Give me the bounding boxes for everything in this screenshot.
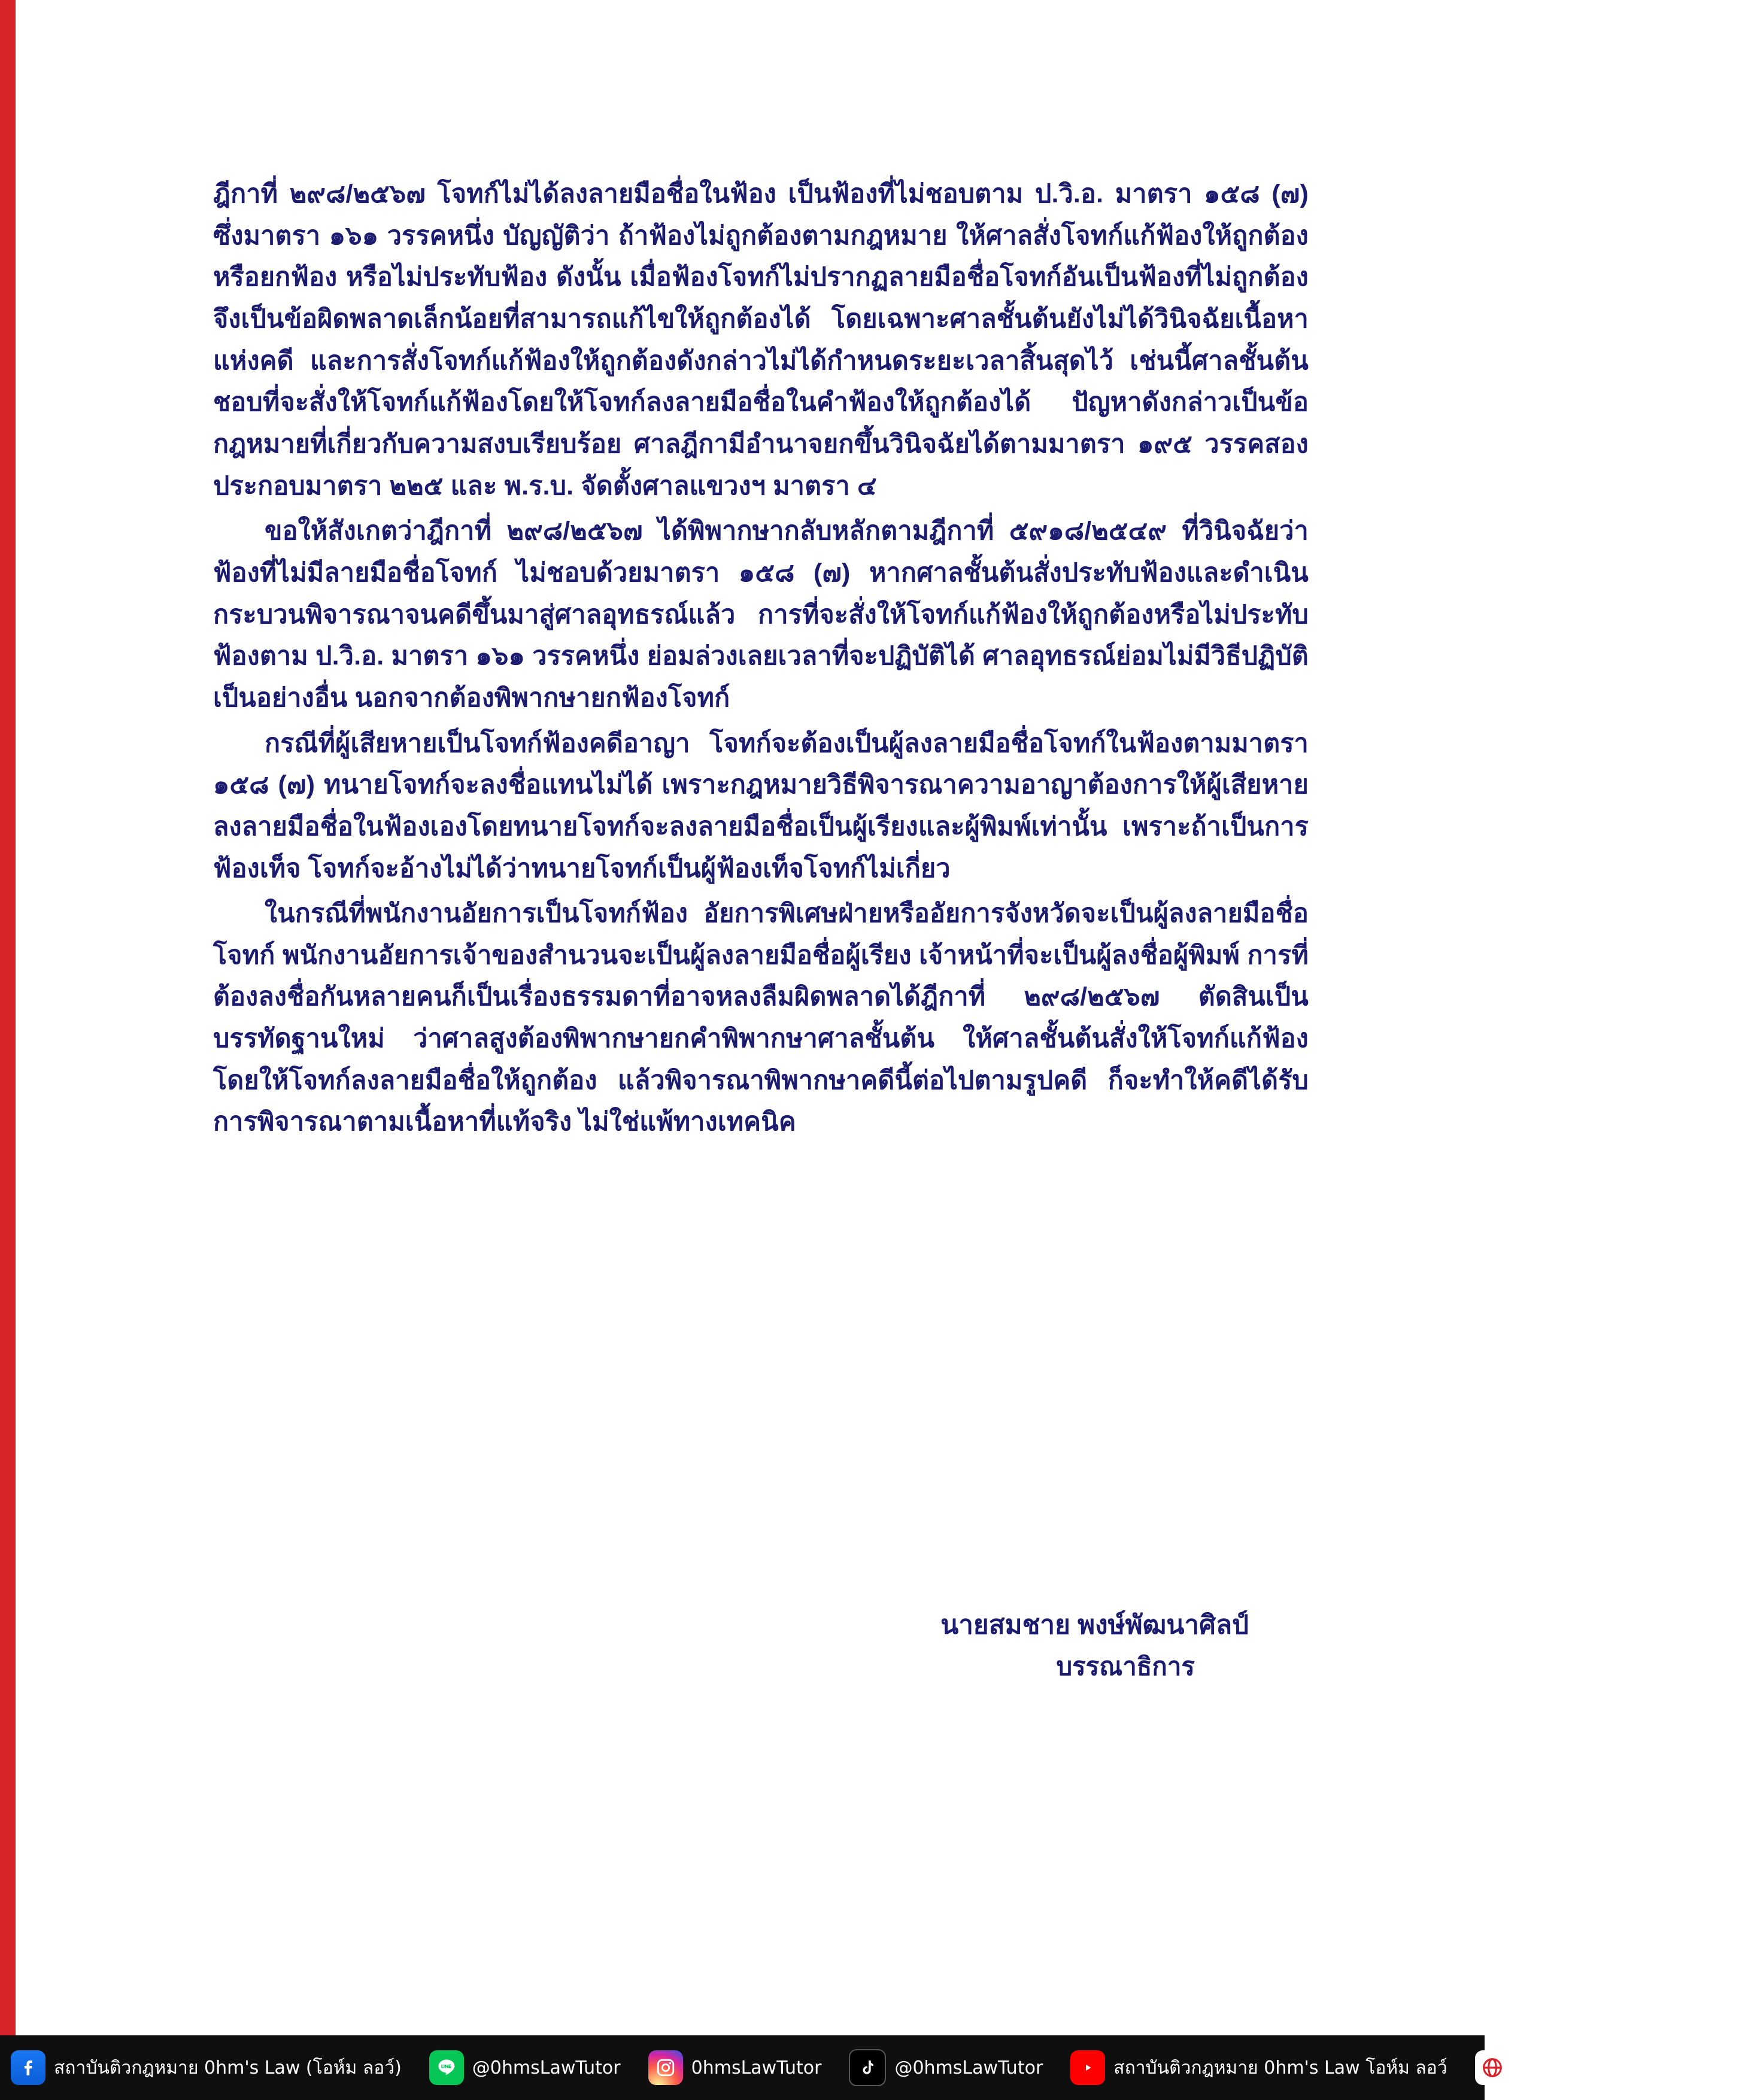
social-tiktok-label: @0hmsLawTutor: [894, 2057, 1043, 2078]
instagram-icon: [648, 2050, 683, 2085]
paragraph-2: ขอให้สังเกตว่าฎีกาที่ ๒๙๘/๒๕๖๗ ได้พิพากษากลับหลักตามฎีกาที่ ๕๙๑๘/๒๕๔๙ ที่วินิจฉัยว่า ฟ้องที่ไม่มีลายมือชื่อโจทก์ ไม่ชอบด้วยมาตรา ๑๕๘ (๗) หากศาลชั้นต้นสั่งประทับฟ้องและดำเนินกระบวนพิจารณาจนคดีขึ้นมาสู่ศาลอุทธรณ์แล้ว การที่จะสั่งให้โจทก์แก้ฟ้องให้ถูกต้องหรือไม่ประทับฟ้องตาม ป.วิ.อ. มาตรา ๑๖๑ วรรคหนึ่ง ย่อมล่วงเลยเวลาที่จะปฏิบัติได้ ศาลอุทธรณ์ย่อมไม่มีวิธีปฏิบัติเป็นอย่างอื่น นอกจากต้องพิพากษายกฟ้องโจทก์: [213, 517, 1309, 712]
website-icon: [1475, 2050, 1510, 2085]
signature-name: นายสมชาย พงษ์พัฒนาศิลป์: [940, 1610, 1249, 1640]
social-line[interactable]: [429, 2050, 621, 2085]
line-icon: [429, 2050, 464, 2085]
paragraph-1: ฎีกาที่ ๒๙๘/๒๕๖๗ โจทก์ไม่ได้ลงลายมือชื่อในฟ้อง เป็นฟ้องที่ไม่ชอบตาม ป.วิ.อ. มาตรา ๑๕๘ (๗) ซึ่งมาตรา ๑๖๑ วรรคหนึ่ง บัญญัติว่า ถ้าฟ้องไม่ถูกต้องตามกฎหมาย ให้ศาลสั่งโจทก์แก้ฟ้องให้ถูกต้อง หรือยกฟ้อง หรือไม่ประทับฟ้อง ดังนั้น เมื่อฟ้องโจทก์ไม่ปรากฏลายมือชื่อโจทก์อันเป็นฟ้องที่ไม่ถูกต้อง จึงเป็นข้อผิดพลาดเล็กน้อยที่สามารถแก้ไขให้ถูกต้องได้ โดยเฉพาะศาลชั้นต้นยังไม่ได้วินิจฉัยเนื้อหาแห่งคดี และการสั่งโจทก์แก้ฟ้องให้ถูกต้องดังกล่าวไม่ได้กำหนดระยะเวลาสิ้นสุดไว้ เช่นนี้ศาลชั้นต้นชอบที่จะสั่งให้โจทก์แก้ฟ้องโดยให้โจทก์ลงลายมือชื่อในคำฟ้องให้ถูกต้องได้ ปัญหาดังกล่าวเป็นข้อกฎหมายที่เกี่ยวกับความสงบเรียบร้อย ศาลฎีกามีอำนาจยกขึ้นวินิจฉัยได้ตามมาตรา ๑๙๕ วรรคสอง ประกอบมาตรา ๒๒๕ และ พ.ร.บ. จัดตั้งศาลแขวงฯ มาตรา ๔: [213, 180, 1309, 500]
social-instagram-label: 0hmsLawTutor: [691, 2057, 822, 2078]
document-page: [16, 0, 1485, 2035]
social-website[interactable]: [1475, 2050, 1739, 2085]
signature-block: [213, 1604, 1309, 1687]
youtube-icon: [1070, 2050, 1105, 2085]
social-facebook[interactable]: [11, 2050, 402, 2085]
paragraph-4: ในกรณีที่พนักงานอัยการเป็นโจทก์ฟ้อง อัยการพิเศษฝ่ายหรืออัยการจังหวัดจะเป็นผู้ลงลายมือชื่อโจทก์ พนักงานอัยการเจ้าของสำนวนจะเป็นผู้ลงลายมือชื่อผู้เรียง เจ้าหน้าที่จะเป็นผู้ลงชื่อผู้พิมพ์ การที่ต้องลงชื่อกันหลายคนก็เป็นเรื่องธรรมดาที่อาจหลงลืมผิดพลาดได้ฎีกาที่ ๒๙๘/๒๕๖๗ ตัดสินเป็นบรรทัดฐานใหม่ ว่าศาลสูงต้องพิพากษายกคำพิพากษาศาลชั้นต้น ให้ศาลชั้นต้นสั่งให้โจทก์แก้ฟ้องโดยให้โจทก์ลงลายมือชื่อให้ถูกต้อง แล้วพิจารณาพิพากษาคดีนี้ต่อไปตามรูปคดี ก็จะทำให้คดีได้รับการพิจารณาตามเนื้อหาที่แท้จริง ไม่ใช่แพ้ทางเทคนิค: [213, 899, 1309, 1137]
social-website-label: www.0hmsLawTutor.com: [1518, 2057, 1739, 2078]
social-line-label: @0hmsLawTutor: [472, 2057, 621, 2078]
social-instagram[interactable]: [648, 2050, 822, 2085]
social-youtube[interactable]: [1070, 2050, 1447, 2085]
document-body: [213, 174, 1309, 1147]
facebook-icon: [11, 2050, 45, 2085]
left-red-stripe: [0, 0, 16, 2100]
social-facebook-label: สถาบันติวกฎหมาย 0hm's Law (โอห์ม ลอว์): [54, 2057, 402, 2078]
social-footer-bar: [0, 2035, 1739, 2100]
tiktok-icon: [849, 2049, 886, 2086]
social-tiktok[interactable]: [849, 2049, 1043, 2086]
paragraph-3: กรณีที่ผู้เสียหายเป็นโจทก์ฟ้องคดีอาญา โจทก์จะต้องเป็นผู้ลงลายมือชื่อโจทก์ในฟ้องตามมาตรา ๑๕๘ (๗) ทนายโจทก์จะลงชื่อแทนไม่ได้ เพราะกฎหมายวิธีพิจารณาความอาญาต้องการให้ผู้เสียหายลงลายมือชื่อในฟ้องเองโดยทนายโจทก์จะลงลายมือชื่อเป็นผู้เรียงและผู้พิมพ์เท่านั้น เพราะถ้าเป็นการฟ้องเท็จ โจทก์จะอ้างไม่ได้ว่าทนายโจทก์เป็นผู้ฟ้องเท็จโจทก์ไม่เกี่ยว: [213, 729, 1309, 883]
social-youtube-label: สถาบันติวกฎหมาย 0hm's Law โอห์ม ลอว์: [1113, 2057, 1447, 2078]
signature-role: บรรณาธิการ: [1056, 1652, 1195, 1681]
